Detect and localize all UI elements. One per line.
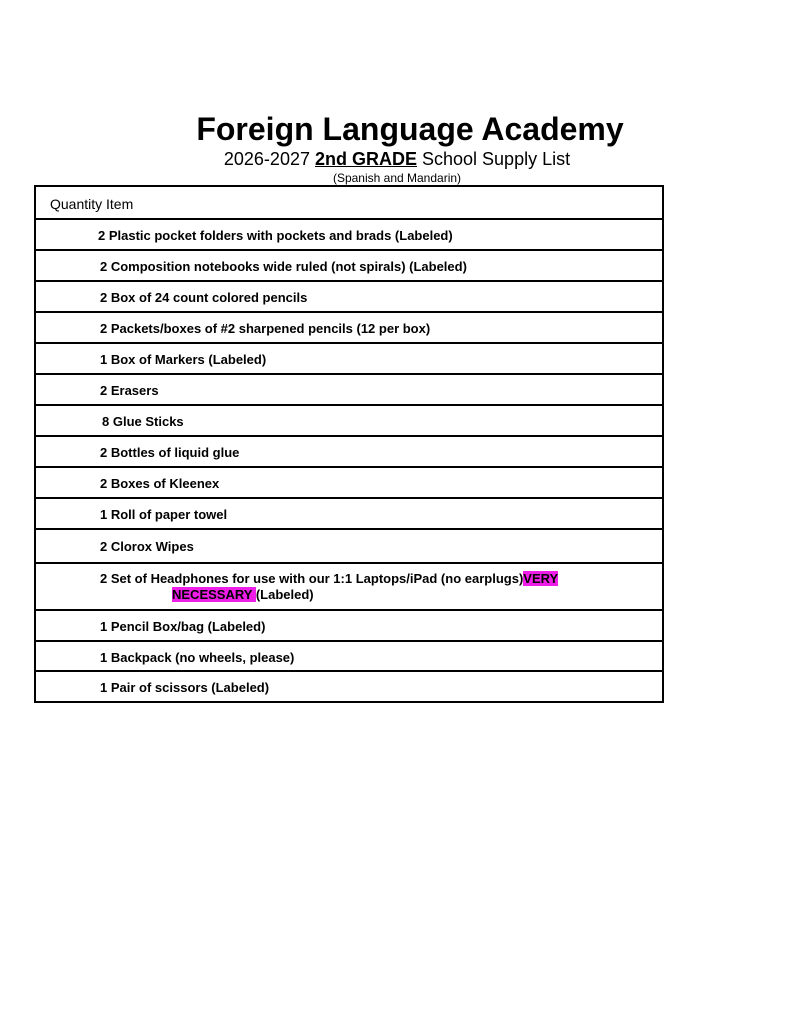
table-row <box>36 313 662 344</box>
table-row <box>36 564 662 611</box>
table-row <box>36 251 662 282</box>
item-text-line2 <box>172 587 314 602</box>
item-text: 1 Roll of paper towel <box>100 507 228 522</box>
table-row <box>36 375 662 406</box>
table-header <box>36 187 662 220</box>
item-text: 2 Erasers <box>100 383 159 398</box>
item-text: 2 Bottles of liquid glue <box>100 445 240 460</box>
subtitle-grade: 2nd GRADE <box>314 149 417 169</box>
item-text: 2 Clorox Wipes <box>100 539 194 554</box>
subtitle-year: 2026-2027 <box>223 149 315 169</box>
highlight-very: VERY <box>523 571 559 586</box>
item-text: 2 Boxes of Kleenex <box>100 476 220 491</box>
subtitle-list-label: School Supply List <box>417 149 571 169</box>
table-row <box>36 406 662 437</box>
page-subtitle <box>0 147 791 171</box>
table-row <box>36 437 662 468</box>
item-text-suffix: (Labeled) <box>255 587 314 602</box>
item-text: 1 Backpack (no wheels, please) <box>100 650 295 665</box>
item-text: 1 Pencil Box/bag (Labeled) <box>100 619 266 634</box>
item-text <box>100 571 558 587</box>
highlight-necessary: NECESSARY <box>172 587 256 602</box>
item-text-main: 2 Set of Headphones for use with our 1:1 Laptops/iPad (no earplugs) <box>100 571 524 586</box>
table-row <box>36 611 662 642</box>
language-note: (Spanish and Mandarin) <box>332 171 462 185</box>
item-text: 2 Composition notebooks wide ruled (not spirals) (Labeled) <box>100 259 467 274</box>
table-row <box>36 468 662 499</box>
item-text: 2 Box of 24 count colored pencils <box>100 290 308 305</box>
item-text: 2 Plastic pocket folders with pockets and brads (Labeled) <box>98 228 453 243</box>
table-row <box>36 282 662 313</box>
table-row <box>36 642 662 672</box>
table-row <box>36 344 662 375</box>
table-header-label: Quantity Item <box>50 196 134 212</box>
item-text: 1 Box of Markers (Labeled) <box>100 352 267 367</box>
item-text: 8 Glue Sticks <box>102 414 184 429</box>
table-row <box>36 530 662 564</box>
page-title: Foreign Language Academy <box>196 111 624 147</box>
item-text: 2 Packets/boxes of #2 sharpened pencils (12 per box) <box>100 321 431 336</box>
item-text: 1 Pair of scissors (Labeled) <box>100 680 270 695</box>
table-row <box>36 220 662 251</box>
table-row <box>36 499 662 530</box>
table-row <box>36 672 662 703</box>
supply-table <box>34 185 664 703</box>
